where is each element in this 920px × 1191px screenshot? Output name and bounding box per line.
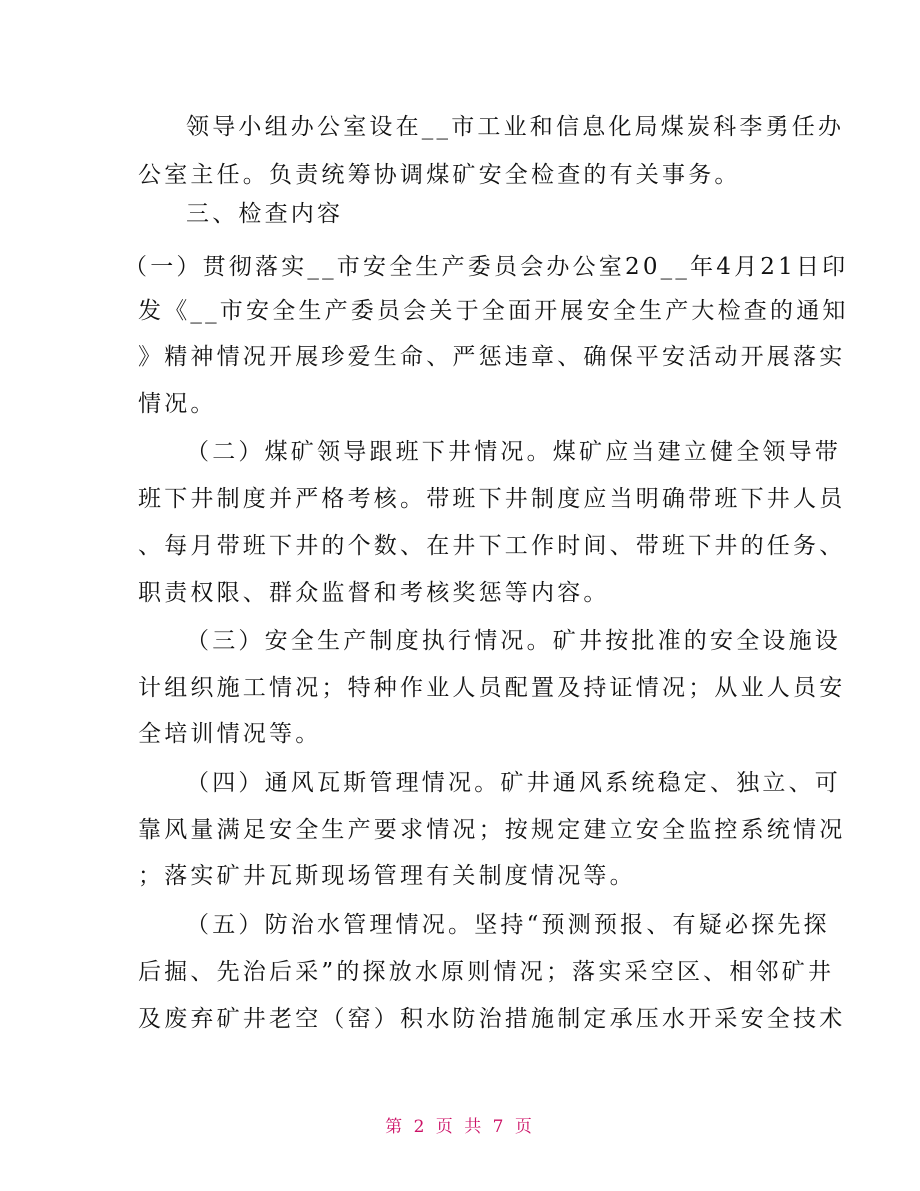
paragraph-line: 公室主任。负责统筹协调煤矿安全检查的有关事务。 — [138, 162, 741, 188]
paragraph-line: 计组织施工情况；特种作业人员配置及持证情况；从业人员安 — [138, 675, 846, 701]
paragraph-line: 全培训情况等。 — [138, 721, 322, 747]
paragraph-line: 职责权限、群众监督和考核奖惩等内容。 — [138, 580, 610, 606]
paragraph-line: 靠风量满足安全生产要求情况；按规定建立安全监控系统情况 — [138, 817, 846, 843]
paragraph-line: ；落实矿井瓦斯现场管理有关制度情况等。 — [138, 863, 636, 889]
paragraph-line: 后掘、先治后采”的探放水原则情况；落实采空区、相邻矿井 — [138, 959, 835, 985]
paragraph-line: （三）安全生产制度执行情况。矿井按批准的安全设施设 — [186, 628, 841, 654]
page-number-footer: 第 2 页 共 7 页 — [385, 1117, 535, 1137]
paragraph-line: （一）贯彻落实__市安全生产委员会办公室20__年4月21日印 — [124, 254, 849, 280]
paragraph-line: 、每月带班下井的个数、在井下工作时间、带班下井的任务、 — [138, 533, 846, 559]
paragraph-line: （五）防治水管理情况。坚持“预测预报、有疑必探先探 — [186, 912, 830, 938]
paragraph-line: 》精神情况开展珍爱生命、严惩违章、确保平安活动开展落实 — [138, 344, 846, 370]
paragraph-line: 情况。 — [138, 391, 217, 417]
paragraph-line: 发《__市安全生产委员会关于全面开展安全生产大检查的通知 — [138, 298, 849, 324]
paragraph-line: 班下井制度并严格考核。带班下井制度应当明确带班下井人员 — [138, 486, 846, 512]
paragraph-line: 及废弃矿井老空（窑）积水防治措施制定承压水开采安全技术 — [138, 1006, 846, 1032]
paragraph-line: 领导小组办公室设在__市工业和信息化局煤炭科李勇任办 — [186, 114, 845, 140]
section-heading: 三、检查内容 — [186, 201, 344, 227]
paragraph-line: （四）通风瓦斯管理情况。矿井通风系统稳定、独立、可 — [186, 770, 841, 796]
paragraph-line: （二）煤矿领导跟班下井情况。煤矿应当建立健全领导带 — [186, 439, 841, 465]
